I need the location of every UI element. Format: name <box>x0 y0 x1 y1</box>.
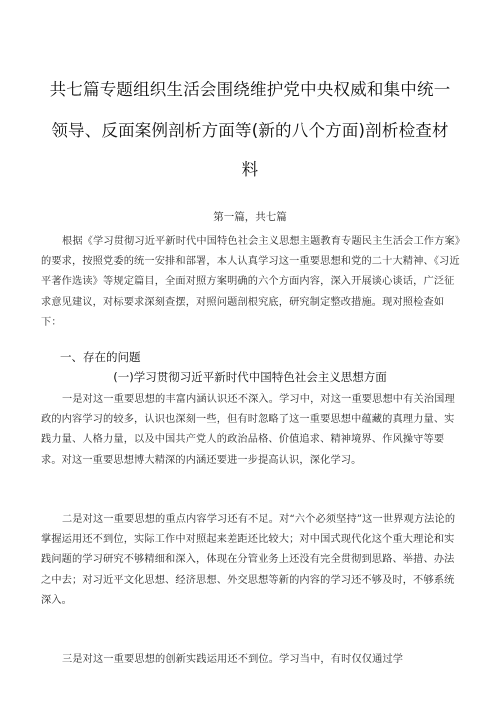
body-paragraph-1 <box>41 390 461 471</box>
subsection-heading-thought-study: (一)学习贯彻习近平新时代中国特色社会主义思想方面 <box>113 370 387 384</box>
section-heading-problems: 一、存在的问题 <box>60 350 141 364</box>
document-title-line-2: 领导、反面案例剖析方面等(新的八个方面)剖析检查材 <box>51 121 449 140</box>
document-title-line-3: 料 <box>241 160 259 179</box>
intro-text: 根据《学习贯彻习近平新时代中国特色社会主义思想主题教育专题民主生活会工作方案》的要求，按照党委的统一安排和部署，本人认真学习这一重要思想和党的二十大精神、《习近平著作选读》等规定篇目，全面对照方案明确的六个方面内容，深入开展谈心谈话，广泛征求意见建议，对标要求深刻查摆，对照问题剖根究底，研究制定整改措施。现对照检查如下： <box>41 236 461 328</box>
part-subheading: 第一篇，共七篇 <box>213 211 287 223</box>
body-text-1: 一是对这一重要思想的丰富内涵认识还不深入。学习中，对这一重要思想中有关治国理政的内容学习的较多，认识也深刻一些，但有时忽略了这一重要思想中蕴藏的真理力量、实践力量、人格力量，以及中国共产党人的政治品格、价值追求、精神境界、作风操守等要求。对这一重要思想博大精深的内涵还要进一步提高认识，深化学习。 <box>41 394 455 466</box>
document-title-line-1: 共七篇专题组织生活会围绕维护党中央权威和集中统一 <box>49 80 451 99</box>
intro-paragraph <box>41 232 461 333</box>
body-text-2: 二是对这一重要思想的重点内容学习还有不足。对“六个必须坚持”这一世界观方法论的掌握运用还不到位，实际工作中对照起来差距还比较大；对中国式现代化这个重大理论和实践问题的学习研究不够精细和深入，体现在分管业务上还没有完全贯彻到思路、举措、办法之中去；对习近平文化思想、经济思想、外交思想等新的内容的学习还不够及时，不够系统深入。 <box>41 514 456 606</box>
body-paragraph-3 <box>41 650 461 670</box>
body-text-3: 三是对这一重要思想的创新实践运用还不到位。学习当中，有时仅仅通过学 <box>62 654 404 665</box>
body-paragraph-2 <box>41 510 461 611</box>
